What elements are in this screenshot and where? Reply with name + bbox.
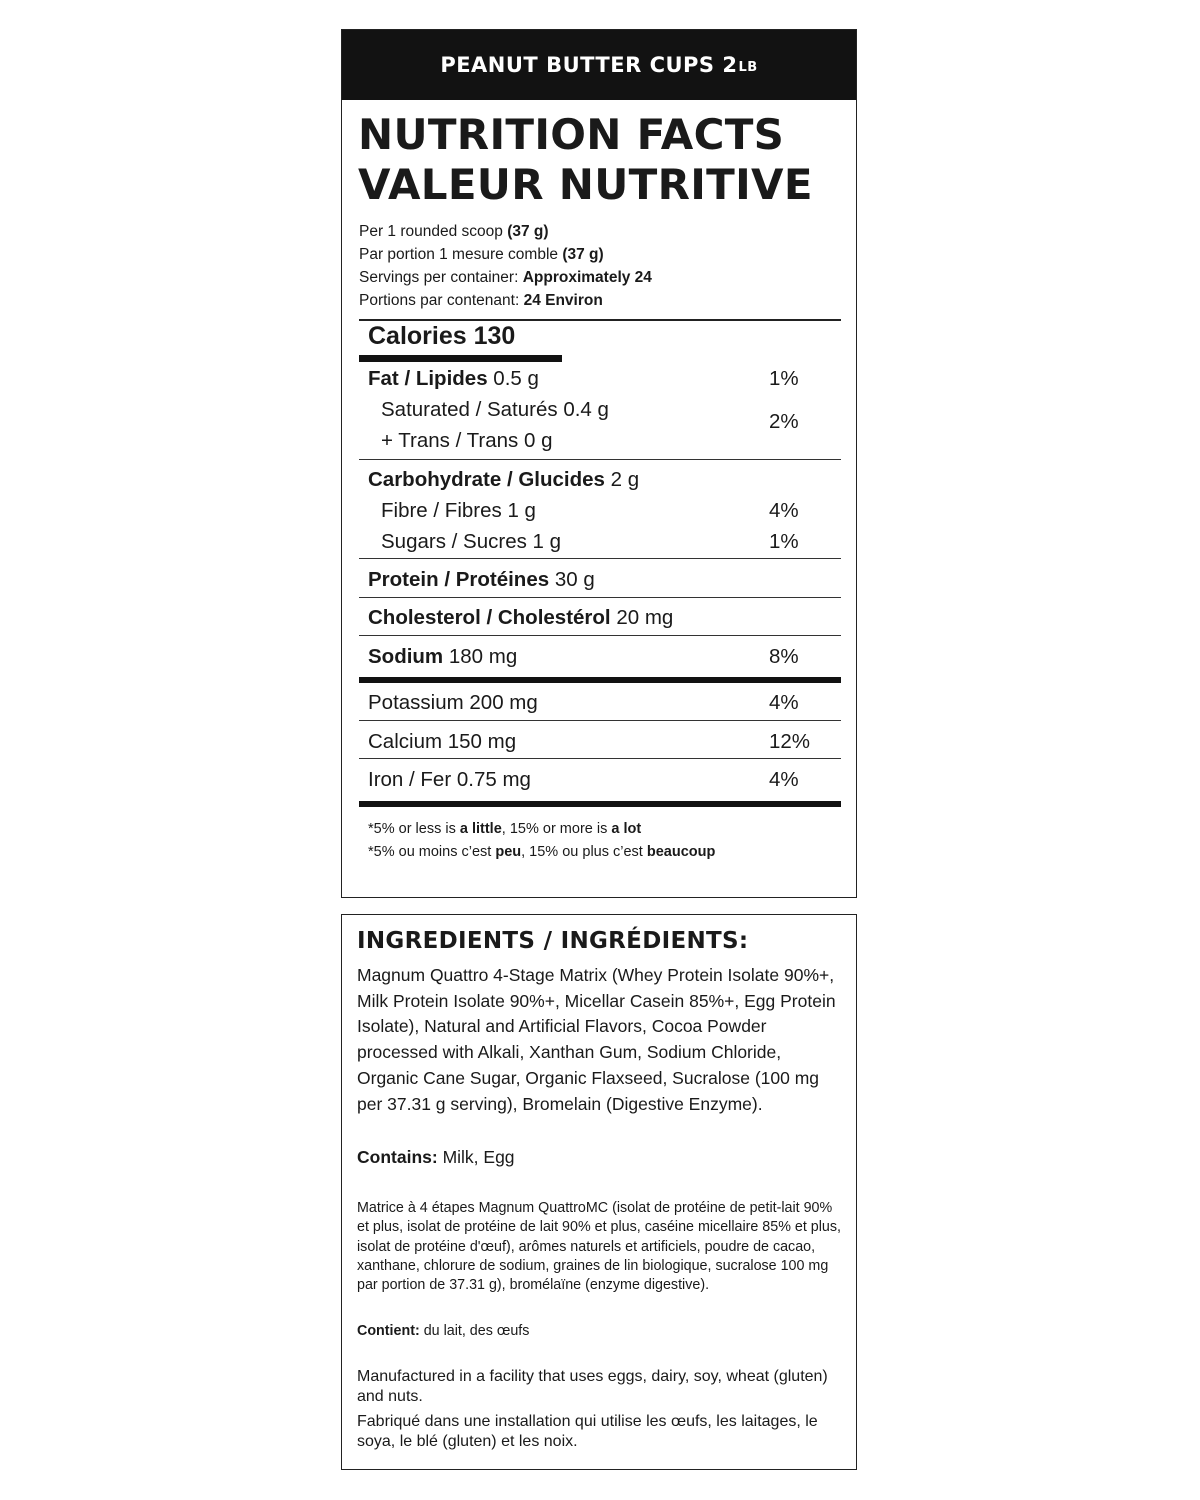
servings-fr-label: Portions par contenant: [359,292,524,309]
carbohydrate-amount: 2 g [604,468,640,491]
footnote-text: , 15% or more is [501,821,612,837]
ingredients-title: INGREDIENTS / INGRÉDIENTS: [357,928,749,954]
sugars-dv: 1% [769,530,799,553]
protein-row [368,568,595,592]
potassium-row: Potassium 200 mg [368,691,538,714]
divider [359,319,841,321]
fat-row [368,367,539,391]
divider [359,558,841,559]
servings-fr-value: 24 Environ [523,292,603,309]
servings-per-container-en [359,266,652,289]
calcium-row: Calcium 150 mg [368,730,517,753]
divider [359,758,841,759]
sodium-amount: 180 mg [443,645,518,668]
allergens-fr-label: Contient: [357,1323,420,1339]
ingredients-french: Matrice à 4 étapes Magnum QuattroMC (isolat de protéine de petit-lait 90% et plus, isolat de protéine de lait 90% et plus, caséine micellaire 85% et plus, isolat de protéine d'œuf), arômes naturels et artificiels, poudre de cacao, xanthane, chlorure de sodium, graines de lin biologique, sucralose 100 mg par portion de 37.31 g), bromélaïne (enzyme digestive). [357,1200,841,1294]
allergens-en-label: Contains: [357,1147,438,1167]
allergens-french [357,1323,529,1339]
divider [359,635,841,636]
saturated-trans-dv: 2% [769,410,799,433]
fibre-row: Fibre / Fibres 1 g [381,499,536,522]
calories-bar [359,355,562,362]
servings-en-label: Servings per container: [359,269,523,286]
serving-size-en-label: Per 1 rounded scoop [359,223,508,240]
serving-size-en [359,220,652,243]
daily-value-footnote [368,818,715,864]
title-french: VALEUR NUTRITIVE [358,160,813,209]
divider [359,459,841,460]
trans-row: + Trans / Trans 0 g [381,429,553,452]
divider [359,720,841,721]
protein-label: Protein / Protéines [368,568,550,591]
sodium-dv: 8% [769,645,799,668]
ingredients-panel [341,914,857,1470]
title-english: NUTRITION FACTS [358,110,785,159]
fibre-dv: 4% [769,499,799,522]
carbohydrate-label: Carbohydrate / Glucides [368,468,605,491]
sodium-label: Sodium [368,645,444,668]
serving-info [359,220,652,312]
footnote-text: *5% or less is [368,821,460,837]
serving-size-en-value: (37 g) [507,223,549,240]
calcium-dv: 12% [769,730,811,753]
thick-divider [359,801,841,807]
cholesterol-row [368,606,673,630]
footnote-text: , 15% ou plus c’est [521,844,647,860]
product-weight-unit: LB [738,59,758,75]
cholesterol-amount: 20 mg [610,606,674,629]
manufacturing-statement-english: Manufactured in a facility that uses eggs, dairy, soy, wheat (gluten) and nuts. [357,1368,828,1405]
footnote-fr [368,841,715,864]
footnote-emphasis: beaucoup [646,844,716,860]
servings-en-value: Approximately 24 [522,269,652,286]
fat-amount: 0.5 g [487,367,539,390]
carbohydrate-row [368,468,639,492]
divider [359,597,841,598]
cholesterol-label: Cholesterol / Cholestérol [368,606,611,629]
product-name-banner [342,30,856,100]
manufacturing-statement-french: Fabriqué dans une installation qui utilise les œufs, les laitages, le soya, le blé (gluten) et les noix. [357,1413,818,1450]
allergens-en-value: Milk, Egg [437,1147,515,1167]
sodium-row [368,645,517,669]
footnote-en [368,818,715,841]
fat-dv: 1% [769,367,799,390]
product-name: PEANUT BUTTER CUPS 2 [440,53,738,77]
serving-size-fr-value: (37 g) [562,246,604,263]
allergens-fr-value: du lait, des œufs [419,1323,530,1339]
footnote-emphasis: a lot [611,821,642,837]
iron-dv: 4% [769,768,799,791]
saturated-row: Saturated / Saturés 0.4 g [381,398,609,421]
iron-row: Iron / Fer 0.75 mg [368,768,531,791]
serving-size-fr-label: Par portion 1 mesure comble [359,246,563,263]
serving-size-fr [359,243,652,266]
ingredients-english: Magnum Quattro 4-Stage Matrix (Whey Protein Isolate 90%+, Milk Protein Isolate 90%+, Micellar Casein 85%+, Egg Protein Isolate), Natural and Artificial Flavors, Cocoa Powder processed with Alkali, Xanthan Gum, Sodium Chloride, Organic Cane Sugar, Organic Flaxseed, Sucralose (100 mg per 37.31 g serving), Bromelain (Digestive Enzyme). [357,965,836,1114]
fat-label: Fat / Lipides [368,367,488,390]
footnote-text: *5% ou moins c’est [368,844,496,860]
potassium-dv: 4% [769,691,799,714]
nutrition-facts-panel [341,29,857,898]
calories: Calories 130 [368,322,516,350]
footnote-emphasis: a little [459,821,502,837]
sugars-row: Sugars / Sucres 1 g [381,530,562,553]
allergens-english [357,1147,515,1168]
thick-divider [359,677,841,683]
footnote-emphasis: peu [495,844,522,860]
nutrition-facts-title [358,110,813,210]
servings-per-container-fr [359,289,652,312]
protein-amount: 30 g [549,568,595,591]
